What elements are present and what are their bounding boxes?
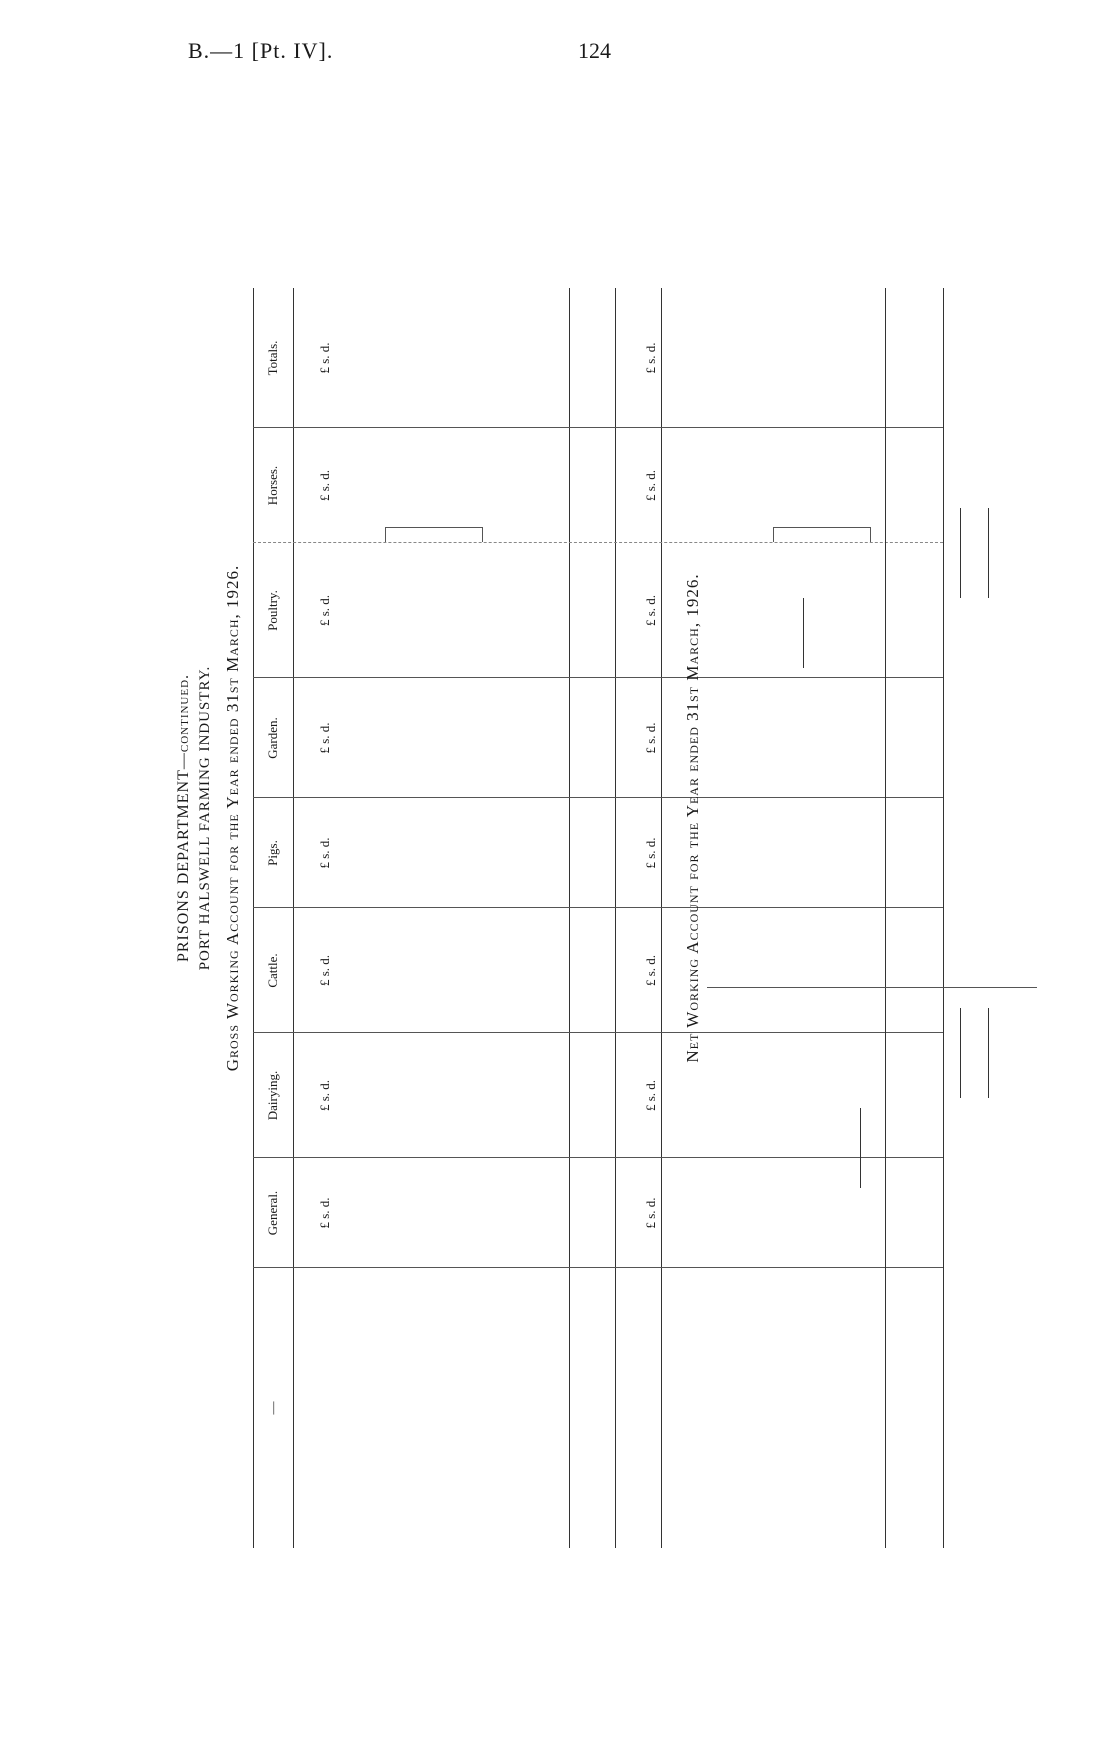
column-header: Cattle. — [265, 953, 280, 988]
subtotal-rule — [860, 1108, 861, 1188]
rotated-page-content — [175, 88, 1047, 1548]
column-rule — [253, 1032, 943, 1033]
units-label: £ s. d. — [317, 342, 332, 374]
units-label: £ s. d. — [317, 837, 332, 869]
column-rule — [253, 542, 943, 543]
units-label: £ s. d. — [643, 954, 658, 987]
industry-title: PORT HALSWELL FARMING INDUSTRY. — [197, 665, 213, 971]
column-rule — [253, 907, 943, 908]
net-divider — [707, 987, 1037, 988]
brace — [385, 527, 483, 542]
table-rule — [943, 288, 944, 1548]
column-rule — [253, 797, 943, 798]
units-label: £ s. d. — [317, 954, 332, 987]
net-title: Net Working Account for the Year ended 31st March, 1926. — [683, 573, 702, 1063]
units-label: £ s. d. — [317, 469, 332, 502]
page-number: 124 — [578, 38, 611, 63]
column-rule — [253, 1157, 943, 1158]
units-label: £ s. d. — [317, 594, 332, 627]
brace — [773, 527, 871, 542]
units-label: £ s. d. — [643, 722, 658, 754]
column-header: Horses. — [265, 465, 280, 506]
subtotal-rule — [803, 598, 804, 668]
total-rule — [988, 1008, 989, 1098]
units-label: £ s. d. — [317, 722, 332, 754]
column-header: Totals. — [265, 340, 280, 376]
total-rule — [960, 1008, 961, 1098]
column-rule — [253, 427, 943, 428]
table-rule — [615, 288, 616, 1548]
units-label: £ s. d. — [643, 837, 658, 869]
column-rule — [253, 677, 943, 678]
column-header: Poultry. — [265, 590, 280, 631]
units-label: £ s. d. — [643, 1079, 658, 1112]
units-label: £ s. d. — [317, 1197, 332, 1229]
column-header: General. — [265, 1190, 280, 1236]
total-rule — [988, 508, 989, 598]
gross-title: Gross Working Account for the Year ended 31st March, 1926. — [223, 564, 242, 1072]
table-rule — [253, 288, 254, 1548]
table-rule — [293, 288, 294, 1548]
units-label: £ s. d. — [643, 469, 658, 502]
units-label: £ s. d. — [643, 342, 658, 374]
total-rule — [960, 508, 961, 598]
table-rule — [661, 288, 662, 1548]
dept-title: PRISONS DEPARTMENT—continued. — [175, 673, 192, 963]
column-header: Dairying. — [265, 1070, 280, 1121]
units-label: £ s. d. — [643, 1197, 658, 1229]
units-label: £ s. d. — [317, 1079, 332, 1112]
units-label: £ s. d. — [643, 594, 658, 627]
table-rule — [569, 288, 570, 1548]
table-rule — [885, 288, 886, 1548]
column-header: — — [265, 1401, 280, 1415]
page-reference: B.—1 [Pt. IV]. — [188, 38, 334, 63]
column-header: Garden. — [265, 717, 280, 759]
column-header: Pigs. — [265, 840, 280, 866]
column-rule — [253, 1267, 943, 1268]
